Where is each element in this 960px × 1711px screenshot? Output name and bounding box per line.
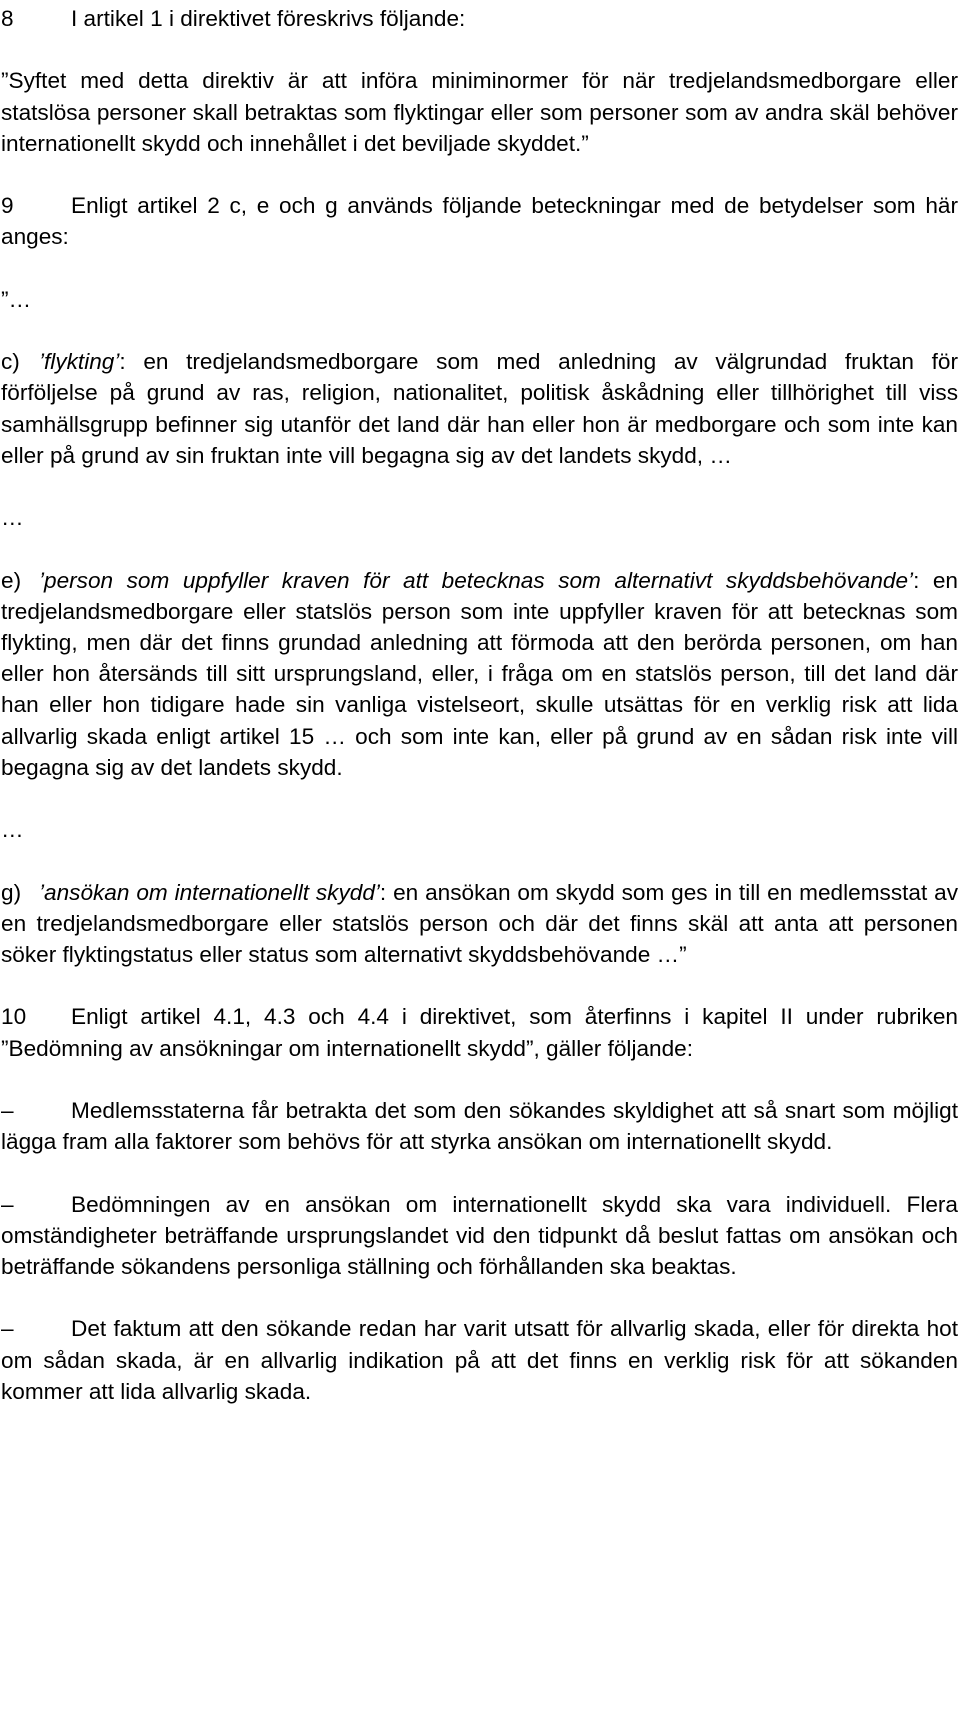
definition-text: : en tredjelandsmedborgare som med anledning av välgrundad fruktan för förföljelse på grund av ras, religion, nationalitet, politisk åskådning eller tillhörighet till viss samhällsgrupp befinner sig utanför det land där han eller hon är medborgare och som inte kan eller på grund av sin fruktan inte vill begagna sig av det landets skydd, … [1,349,958,468]
dash-item-text: Medlemsstaterna får betrakta det som den sökandes skyldighet att så snart som möjligt lägga fram alla faktorer som behövs för att styrka ansökan om internationellt skydd. [1,1097,958,1155]
definition-c [1,346,958,471]
dash-item-3 [1,1313,958,1407]
definition-label: c) [1,349,20,375]
dash-item-text: Det faktum att den sökande redan har varit utsatt för allvarlig skada, eller för direkta hot om sådan skada, är en allvarlig indikation på att det finns en verklig risk för att sökanden kommer att lida allvarlig skada. [1,1316,958,1404]
quoted-article-1: ”Syftet med detta direktiv är att införa miniminormer för när tredjelandsmedborgare eller statslösa personer skall betraktas som flyktingar eller som personer som av andra skäl behöver internationellt skydd och innehållet i det beviljade skyddet.” [1,68,958,156]
dash-item-2 [1,1189,958,1283]
dash-marker: – [1,1316,14,1342]
paragraph-number: 9 [1,193,14,219]
document-page [1,0,958,1711]
paragraph-8 [1,3,958,34]
paragraph-text: Enligt artikel 4.1, 4.3 och 4.4 i direktivet, som återfinns i kapitel II under rubriken ”Bedömning av ansökningar om internationellt skydd”, gäller följande: [1,1004,958,1061]
paragraph-number: 10 [1,1004,27,1030]
paragraph-text: Enligt artikel 2 c, e och g används följande beteckningar med de betydelser som här anges: [1,193,958,250]
definition-text: : en tredjelandsmedborgare eller statslös person som inte uppfyller kraven för att betecknas som flykting, men där det finns grundad anledning att förmoda att den berörda personen, om han eller hon återsänds till sitt ursprungsland, eller, i fråga om en statslös person, till det land där han eller hon tidigare hade sin vanliga vistelseort, skulle utsättas för en verklig risk att lida allvarlig skada enligt artikel 15 … och som inte kan, eller på grund av en sådan risk inte vill begagna sig av det landets skydd. [1,567,959,780]
definition-term: ’person som uppfyller kraven för att betecknas som alternativt skyddsbehövande’ [39,567,914,593]
definition-term: ’flykting’ [39,349,120,375]
dash-marker: – [1,1097,14,1123]
dash-item-1 [1,1095,958,1157]
opening-ellipsis: ”… [1,286,32,312]
paragraph-9 [1,190,958,252]
dash-item-text: Bedömningen av en ansökan om internationellt skydd ska vara individuell. Flera omständigheter beträffande ursprungslandet vid den tidpunkt då beslut fattas om ansökan och beträffande sökandens personliga ställning och förhållanden ska beaktas. [1,1191,958,1279]
definition-e [1,565,958,783]
ellipsis-separator: … [1,505,24,531]
definition-label: e) [1,567,22,593]
paragraph-number: 8 [1,6,14,31]
definition-term: ’ansökan om internationellt skydd’ [39,879,380,905]
definition-text: : en ansökan om skydd som ges in till en medlemsstat av en tredjelandsmedborgare eller statslös person och där det finns skäl att anta att personen söker flyktingstatus eller status som alternativt skyddsbehövande …” [1,879,958,967]
definition-g [1,877,958,971]
paragraph-text: I artikel 1 i direktivet föreskrivs följande: [71,6,466,31]
ellipsis-separator: … [1,817,24,843]
dash-marker: – [1,1191,14,1217]
definition-label: g) [1,879,22,905]
paragraph-10 [1,1001,958,1063]
